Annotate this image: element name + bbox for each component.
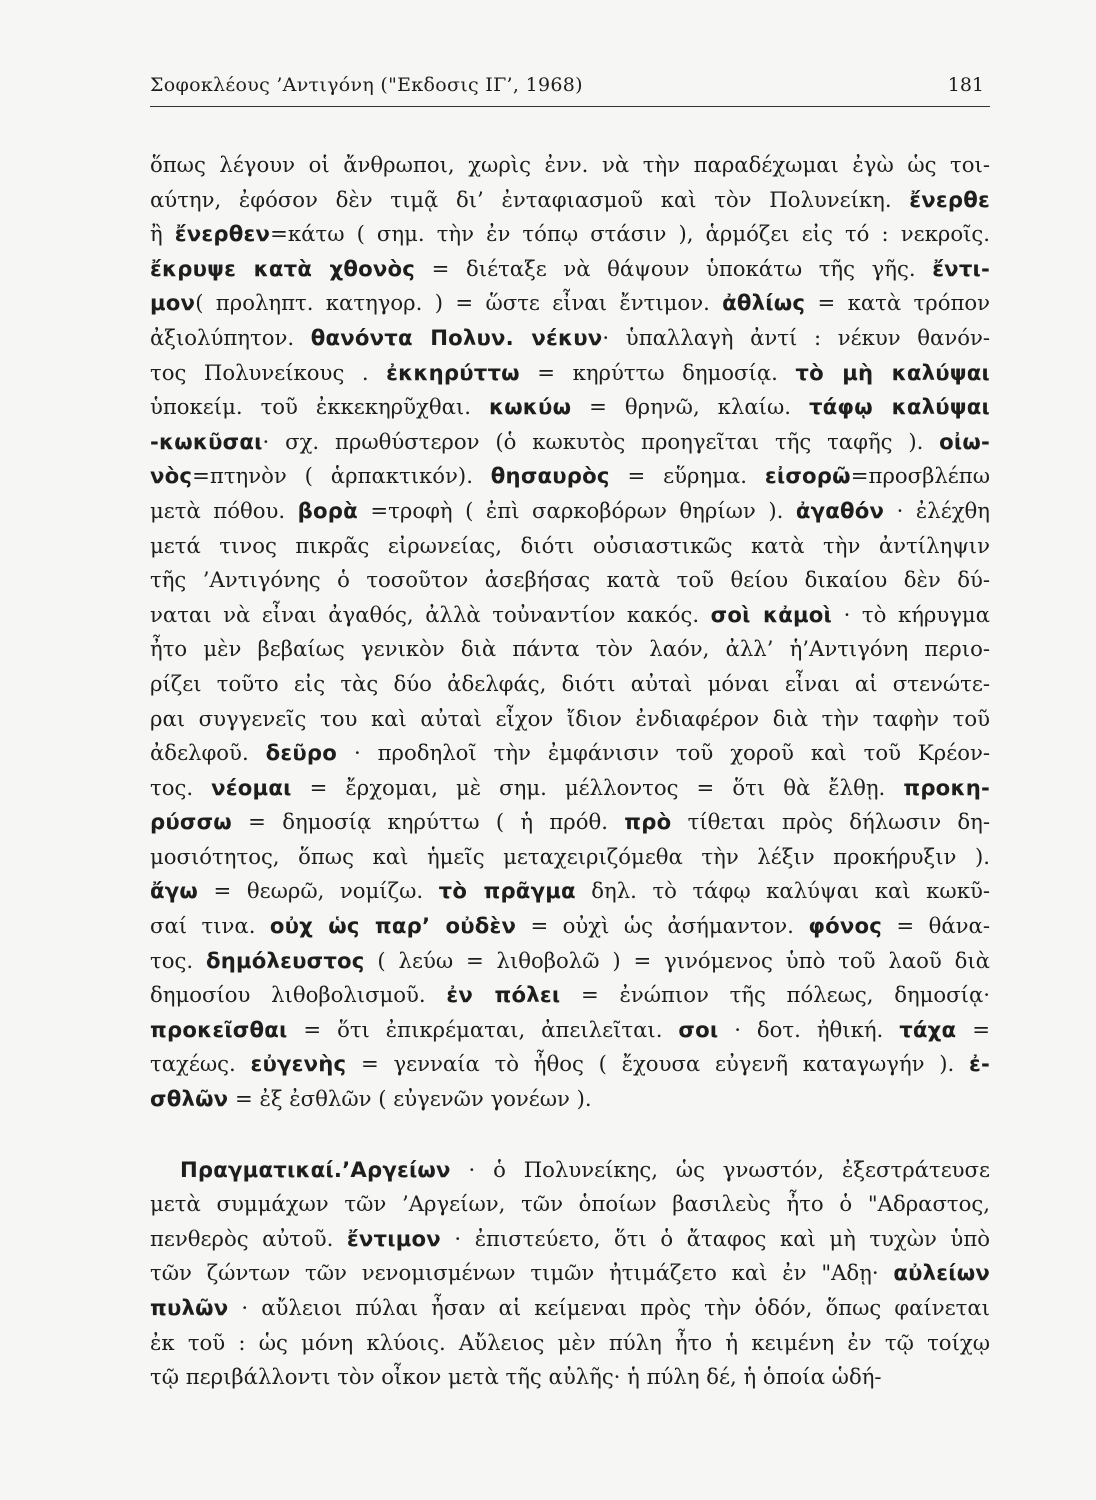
gloss-text: μετά τινος πικρᾶς εἰρωνείας, διότι οὐσιαστικῶς κατὰ τὴν ἀντίληψιν xyxy=(150,532,990,558)
gloss-text: ἐκ τοῦ : ὡς μόνη κλύοις. Αὔλειος μὲν πύλη ἦτο ἡ κειμένη ἐν τῷ τοίχῳ xyxy=(150,1329,990,1355)
text-line xyxy=(150,632,990,667)
gloss-text: τίθεται πρὸς δήλωσιν δη- xyxy=(671,809,990,835)
lemma-term: αὐλείων xyxy=(893,1260,990,1286)
gloss-text: ραι συγγενεῖς του καὶ αὐταὶ εἶχον ἴδιον ἐνδιαφέρον διὰ τὴν ταφὴν τοῦ xyxy=(150,705,990,731)
text-line xyxy=(150,148,990,183)
lemma-term: θησαυρὸς xyxy=(490,463,610,489)
text-line xyxy=(150,702,990,737)
gloss-text: ταχέως. xyxy=(150,1051,251,1077)
gloss-text: ἦτο μὲν βεβαίως γενικὸν διὰ πάντα τὸν λαόν, ἀλλ’ ἡ’Αντιγόνη περιο- xyxy=(150,636,990,662)
gloss-text: ὅπως λέγουν οἱ ἄνθρωποι, χωρὶς ἐνν. νὰ τὴν παραδέχωμαι ἐγὼ ὡς τοι- xyxy=(150,152,990,177)
gloss-text: = οὐχὶ ὡς ἀσήμαντον. xyxy=(516,913,809,939)
gloss-text: σαί τινα. xyxy=(150,913,270,939)
lemma-term: τάφῳ καλύψαι xyxy=(808,394,990,420)
lemma-term: ἔκρυψε κατὰ χθονὸς xyxy=(150,255,416,281)
lemma-term: δημόλευστος xyxy=(205,947,365,973)
text-line xyxy=(150,563,990,598)
lemma-term: ἀγαθόν xyxy=(795,497,885,523)
gloss-text: · ἐλέχθη xyxy=(884,497,990,523)
text-line xyxy=(150,1187,990,1222)
text-line xyxy=(150,286,990,321)
gloss-text: · αὔλειοι πύλαι ἦσαν αἱ κείμεναι πρὸς τὴν ὁδόν, ὅπως φαίνεται xyxy=(228,1295,990,1320)
gloss-text: τῶν ζώντων τῶν νενομισμένων τιμῶν ἠτιμάζετο καὶ ἐν "Αδῃ· xyxy=(150,1260,894,1286)
text-line xyxy=(150,1256,990,1291)
text-line xyxy=(150,356,990,391)
gloss-text: ὑποκείμ. τοῦ ἐκκεκηρῦχθαι. xyxy=(150,394,489,420)
text-line xyxy=(150,840,990,875)
text-line xyxy=(150,1047,990,1082)
gloss-text: μετὰ πόθου. xyxy=(150,497,298,523)
gloss-text: =κάτω ( σημ. τὴν ἐν τόπῳ στάσιν ), ἁρμόζει εἰς τό : νεκροῖς. xyxy=(270,221,990,247)
gloss-text: = διέταξε νὰ θάψουν ὑποκάτω τῆς γῆς. xyxy=(415,255,933,281)
text-line xyxy=(150,736,990,771)
lemma-term: -κωκῦσαι xyxy=(150,428,263,454)
text-line xyxy=(150,217,990,252)
lemma-term: τὸ πρᾶγμα xyxy=(438,878,576,904)
gloss-text: · τὸ κήρυγμα xyxy=(832,601,990,627)
gloss-text: ( προληπτ. κατηγορ. ) = ὥστε εἶναι ἔντιμον. xyxy=(195,290,723,316)
lemma-term: βορὰ xyxy=(297,497,358,523)
gloss-text: ναται νὰ εἶναι ἀγαθός, ἀλλὰ τοὐναντίον κακός. xyxy=(150,601,711,627)
lemma-term: ἐν πόλει xyxy=(446,982,561,1008)
gloss-text: · ἐπιστεύετο, ὅτι ὁ ἄταφος καὶ μὴ τυχὼν ὑπὸ xyxy=(440,1225,990,1251)
lemma-term: εὐγενὴς xyxy=(250,1051,347,1077)
lemma-term: ἀθλίως xyxy=(722,290,806,316)
gloss-text: δημοσίου λιθοβολισμοῦ. xyxy=(150,982,447,1008)
gloss-text: = xyxy=(956,1016,990,1042)
gloss-text: = θρηνῶ, κλαίω. xyxy=(571,394,809,420)
text-line xyxy=(150,667,990,702)
running-header xyxy=(150,72,990,107)
lemma-term: ἄγω xyxy=(150,878,199,904)
gloss-text: =τροφὴ ( ἐπὶ σαρκοβόρων θηρίων ). xyxy=(357,497,796,523)
text-line xyxy=(150,183,990,218)
gloss-text: = ὅτι ἐπικρέμαται, ἀπειλεῖται. xyxy=(287,1016,679,1042)
gloss-text: = ἐνώπιον τῆς πόλεως, δημοσίᾳ· xyxy=(560,982,990,1008)
gloss-text: · ὁ Πολυνείκης, ὡς γνωστόν, ἐξεστράτευσε xyxy=(450,1156,990,1182)
lemma-term: νέομαι xyxy=(211,774,292,800)
text-line xyxy=(150,494,990,529)
text-line xyxy=(150,771,990,806)
lemma-term: οἰω- xyxy=(939,428,990,454)
gloss-text: = κηρύττω δημοσίᾳ. xyxy=(519,359,796,385)
gloss-text: δηλ. τὸ τάφῳ καλύψαι καὶ κωκῦ- xyxy=(575,878,990,904)
lemma-term: πυλῶν xyxy=(150,1295,229,1320)
lemma-term: πρὸ xyxy=(624,809,672,835)
gloss-text: · σχ. πρωθύστερον (ὁ κωκυτὸς προηγεῖται τῆς ταφῆς ). xyxy=(262,428,940,454)
lemma-term: φόνος xyxy=(808,913,883,939)
gloss-text: · δοτ. ἠθική. xyxy=(718,1016,900,1042)
lemma-term: ἐ- xyxy=(969,1051,990,1077)
lemma-term: εἰσορῶ xyxy=(764,463,851,489)
lemma-term: ρύσσω xyxy=(150,809,232,835)
lemma-term: θανόντα Πολυν. νέκυν xyxy=(310,324,603,350)
gloss-text: ἀδελφοῦ. xyxy=(150,740,266,766)
gloss-text: τῆς ’Αντιγόνης ὁ τοσοῦτον ἀσεβήσας κατὰ τοῦ θείου δικαίου δὲν δύ- xyxy=(150,567,990,593)
commentary-text xyxy=(150,148,990,1395)
lemma-term: ἔνερθεν xyxy=(174,221,271,247)
lemma-term: Πραγματικαί.’Αργείων xyxy=(180,1156,451,1182)
text-line xyxy=(150,459,990,494)
lemma-term: μον xyxy=(150,290,196,316)
paragraph-gap xyxy=(150,1117,990,1153)
text-line xyxy=(150,529,990,564)
gloss-text: τῷ περιβάλλοντι τὸν οἶκον μετὰ τῆς αὐλῆς· ἡ πύλη δέ, ἡ ὁποία ὡδή- xyxy=(150,1364,882,1390)
text-line xyxy=(150,1291,990,1326)
gloss-text: =πτηνὸν ( ἁρπακτικόν). xyxy=(192,463,491,489)
text-line xyxy=(150,1326,990,1361)
gloss-text: τος. xyxy=(150,774,212,800)
text-line xyxy=(150,1082,990,1117)
text-line xyxy=(150,1013,990,1048)
gloss-text: μετὰ συμμάχων τῶν ’Αργείων, τῶν ὁποίων βασιλεὺς ἦτο ὁ "Αδραστος, xyxy=(150,1191,990,1217)
text-line xyxy=(150,390,990,425)
lemma-term: οὐχ ὡς παρ’ οὐδὲν xyxy=(269,913,517,939)
gloss-text: = θεωρῶ, νομίζω. xyxy=(198,878,439,904)
lemma-term: δεῦρο xyxy=(265,740,338,766)
gloss-text: = εὕρημα. xyxy=(609,463,765,489)
lemma-term: κωκύω xyxy=(488,394,572,420)
gloss-text: = ἔρχομαι, μὲ σημ. μέλλοντος = ὅτι θὰ ἔλθῃ. xyxy=(291,774,904,800)
lemma-term: ἔντιμον xyxy=(346,1225,441,1251)
gloss-text: τος. xyxy=(150,947,206,973)
text-line xyxy=(150,874,990,909)
lemma-term: σοι xyxy=(678,1016,719,1042)
gloss-text: αύτην, ἐφόσον δὲν τιμᾷ δι’ ἐνταφιασμοῦ καὶ τὸν Πολυνείκη. xyxy=(150,186,910,212)
lemma-term: νὸς xyxy=(150,463,193,489)
text-line xyxy=(150,944,990,979)
gloss-text: = θάνα- xyxy=(882,913,990,939)
lemma-term: προκεῖσθαι xyxy=(150,1016,288,1042)
lemma-term: σθλῶν xyxy=(150,1086,229,1112)
gloss-text: · ὑπαλλαγὴ ἀντί : νέκυν θανόν- xyxy=(602,324,990,350)
gloss-text: = δημοσίᾳ κηρύττω ( ἡ πρόθ. xyxy=(231,809,625,835)
text-line xyxy=(150,909,990,944)
gloss-text: τος Πολυνείκους . xyxy=(150,359,387,385)
gloss-text: ρίζει τοῦτο εἰς τὰς δύο ἀδελφάς, διότι αὐταὶ μόναι εἶναι αἱ στενώτε- xyxy=(150,670,990,696)
gloss-text: = κατὰ τρόπον xyxy=(805,290,991,316)
gloss-text: πενθερὸς αὐτοῦ. xyxy=(150,1225,347,1251)
lemma-term: ἔντι- xyxy=(932,255,990,281)
gloss-text: · προδηλοῖ τὴν ἐμφάνισιν τοῦ χοροῦ καὶ τοῦ Κρέον- xyxy=(337,740,990,766)
lemma-term: ἔνερθε xyxy=(909,186,990,212)
text-line xyxy=(150,978,990,1013)
page-number: 181 xyxy=(947,74,984,96)
gloss-text: ( λεύω = λιθοβολῶ ) = γινόμενος ὑπὸ τοῦ λαοῦ διὰ xyxy=(364,947,990,973)
running-title: Σοφοκλέους ’Αντιγόνη ("Εκδοσις ΙΓ’, 1968) xyxy=(150,74,583,96)
gloss-text: =προσβλέπω xyxy=(850,463,990,489)
lemma-term: προκη- xyxy=(903,774,990,800)
gloss-text: = ἐξ ἐσθλῶν ( εὐγενῶν γονέων ). xyxy=(228,1086,592,1112)
gloss-text: ἀξιολύπητον. xyxy=(150,324,311,350)
text-line xyxy=(150,1222,990,1257)
gloss-text: = γενναία τὸ ἦθος ( ἔχουσα εὐγενῆ καταγωγήν ). xyxy=(346,1051,969,1077)
text-line xyxy=(150,805,990,840)
lemma-term: τὸ μὴ καλύψαι xyxy=(795,359,991,385)
gloss-text: ἢ xyxy=(150,221,175,247)
text-line xyxy=(150,1360,990,1395)
lemma-term: σοὶ κἀμοὶ xyxy=(710,601,833,627)
text-line xyxy=(150,252,990,287)
text-line xyxy=(150,425,990,460)
text-line xyxy=(150,1153,990,1188)
gloss-text: μοσιότητος, ὅπως καὶ ἡμεῖς μεταχειριζόμεθα τὴν λέξιν προκήρυξιν ). xyxy=(150,843,990,869)
text-line xyxy=(150,598,990,633)
lemma-term: ἐκκηρύττω xyxy=(386,359,520,385)
text-line xyxy=(150,321,990,356)
lemma-term: τάχα xyxy=(899,1016,957,1042)
